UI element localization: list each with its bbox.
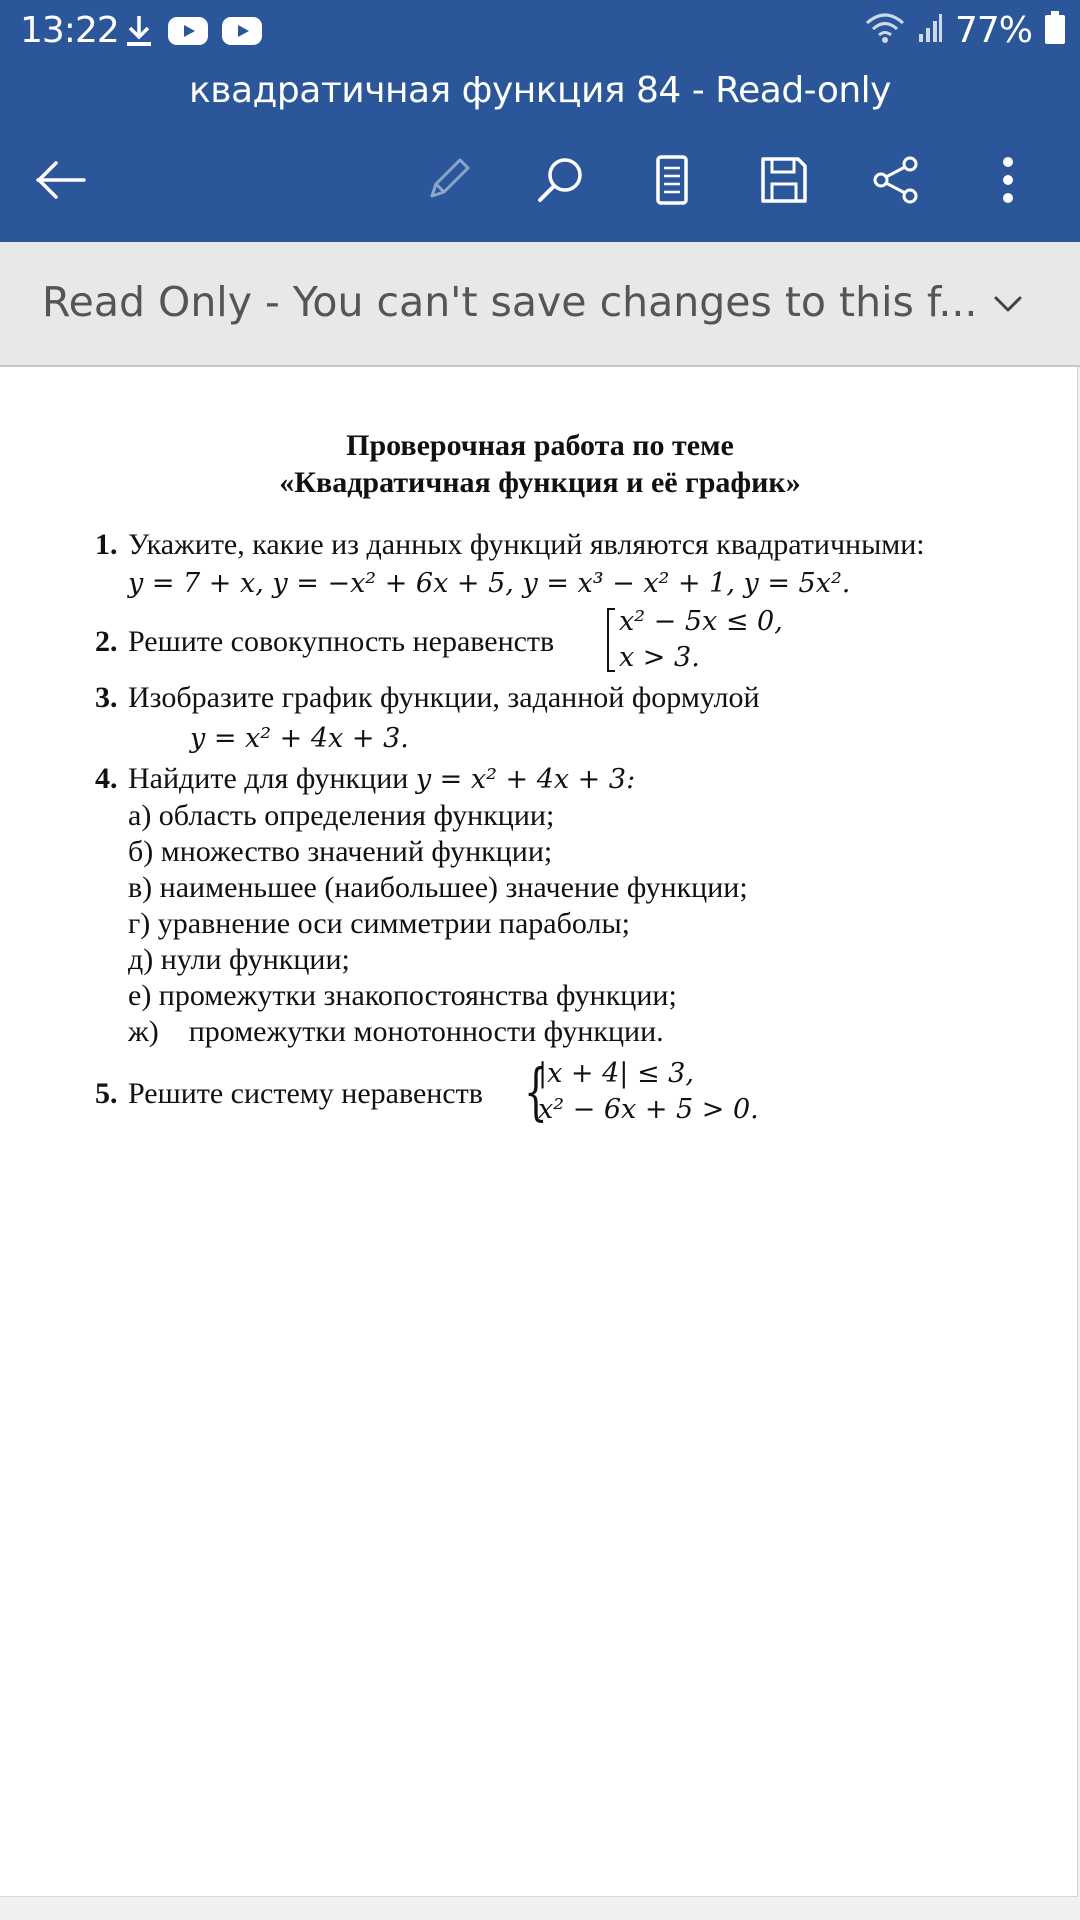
subitem: а) область определения функции; xyxy=(128,799,555,832)
question-1-formula: y = 7 + x, y = −x² + 6x + 5, y = x³ − x² + 1, y = 5x². xyxy=(128,568,851,599)
back-icon xyxy=(34,160,86,205)
doc-title-line2: «Квадратичная функция и её график» xyxy=(279,466,801,499)
question-text: Решите совокупность неравенств xyxy=(128,625,555,658)
question-1 xyxy=(95,527,1030,563)
wifi-icon xyxy=(865,11,905,50)
save-icon xyxy=(758,154,810,211)
more-options-button[interactable] xyxy=(978,152,1038,212)
question-text: Решите систему неравенств xyxy=(128,1077,483,1110)
question-text: Найдите для функции xyxy=(128,762,409,795)
subitem: б) множество значений функции; xyxy=(128,835,553,868)
question-number: 3. xyxy=(95,681,118,714)
question-text: Изобразите график функции, заданной формулой xyxy=(128,681,760,714)
battery-icon xyxy=(1044,11,1066,50)
question-number: 5. xyxy=(95,1077,118,1110)
curly-brace: { xyxy=(524,1055,548,1128)
subitem: в) наименьшее (наибольшее) значение функции; xyxy=(128,871,748,904)
system-line-2: x² − 6x + 5 > 0. xyxy=(538,1094,759,1125)
toolbar xyxy=(0,140,1080,220)
read-only-banner[interactable] xyxy=(0,242,1080,367)
question-4 xyxy=(95,761,1030,798)
search-icon xyxy=(534,154,586,211)
app-header xyxy=(0,0,1080,242)
share-icon xyxy=(870,154,922,211)
share-button[interactable] xyxy=(866,152,926,212)
status-bar xyxy=(0,0,1080,66)
read-only-message: Read Only - You can't save changes to this f... xyxy=(42,278,978,326)
mobile-view-icon xyxy=(652,154,692,211)
back-button[interactable] xyxy=(30,152,90,212)
search-button[interactable] xyxy=(530,152,590,212)
inequality-set xyxy=(607,604,783,676)
question-number: 4. xyxy=(95,762,118,795)
question-number: 1. xyxy=(95,528,118,561)
youtube-icon xyxy=(222,16,262,51)
question-3-formula-row xyxy=(95,720,1030,757)
save-button[interactable] xyxy=(754,152,814,212)
subitem: д) нули функции; xyxy=(128,943,350,976)
youtube-icon xyxy=(168,16,208,51)
question-5 xyxy=(95,1056,1030,1132)
document-body xyxy=(95,427,1030,1132)
document-title: квадратичная функция 84 - Read-only xyxy=(189,70,891,111)
question-2 xyxy=(95,604,1030,680)
question-number: 2. xyxy=(95,625,118,658)
subitem: е) промежутки знакопостоянства функции; xyxy=(128,979,677,1012)
mobile-view-button[interactable] xyxy=(642,152,702,212)
question-4-formula: y = x² + 4x + 3: xyxy=(415,764,636,795)
document-page[interactable] xyxy=(0,367,1078,1897)
edit-icon xyxy=(422,154,474,211)
question-4-subitems xyxy=(95,798,1030,1050)
question-text: Укажите, какие из данных функций являются квадратичными: xyxy=(128,528,925,561)
inequality-system xyxy=(526,1056,759,1128)
question-3 xyxy=(95,680,1030,716)
system-line-1: |x + 4| ≤ 3, xyxy=(538,1058,694,1089)
doc-title-line1: Проверочная работа по теме xyxy=(346,429,734,462)
edit-button[interactable] xyxy=(418,152,478,212)
subitem: г) уравнение оси симметрии параболы; xyxy=(128,907,630,940)
set-line-1: x² − 5x ≤ 0, xyxy=(619,606,783,637)
status-time: 13:22 xyxy=(20,10,119,51)
more-icon xyxy=(998,154,1018,211)
subitem: ж) промежутки монотонности функции. xyxy=(128,1015,664,1048)
download-icon xyxy=(124,14,154,53)
battery-percent: 77% xyxy=(954,10,1032,51)
chevron-down-icon[interactable] xyxy=(986,282,1030,326)
signal-icon xyxy=(917,12,943,49)
question-1-formula-row xyxy=(95,565,1030,602)
square-bracket xyxy=(607,608,615,672)
set-line-2: x > 3. xyxy=(619,642,700,673)
question-3-formula: y = x² + 4x + 3. xyxy=(190,723,409,754)
